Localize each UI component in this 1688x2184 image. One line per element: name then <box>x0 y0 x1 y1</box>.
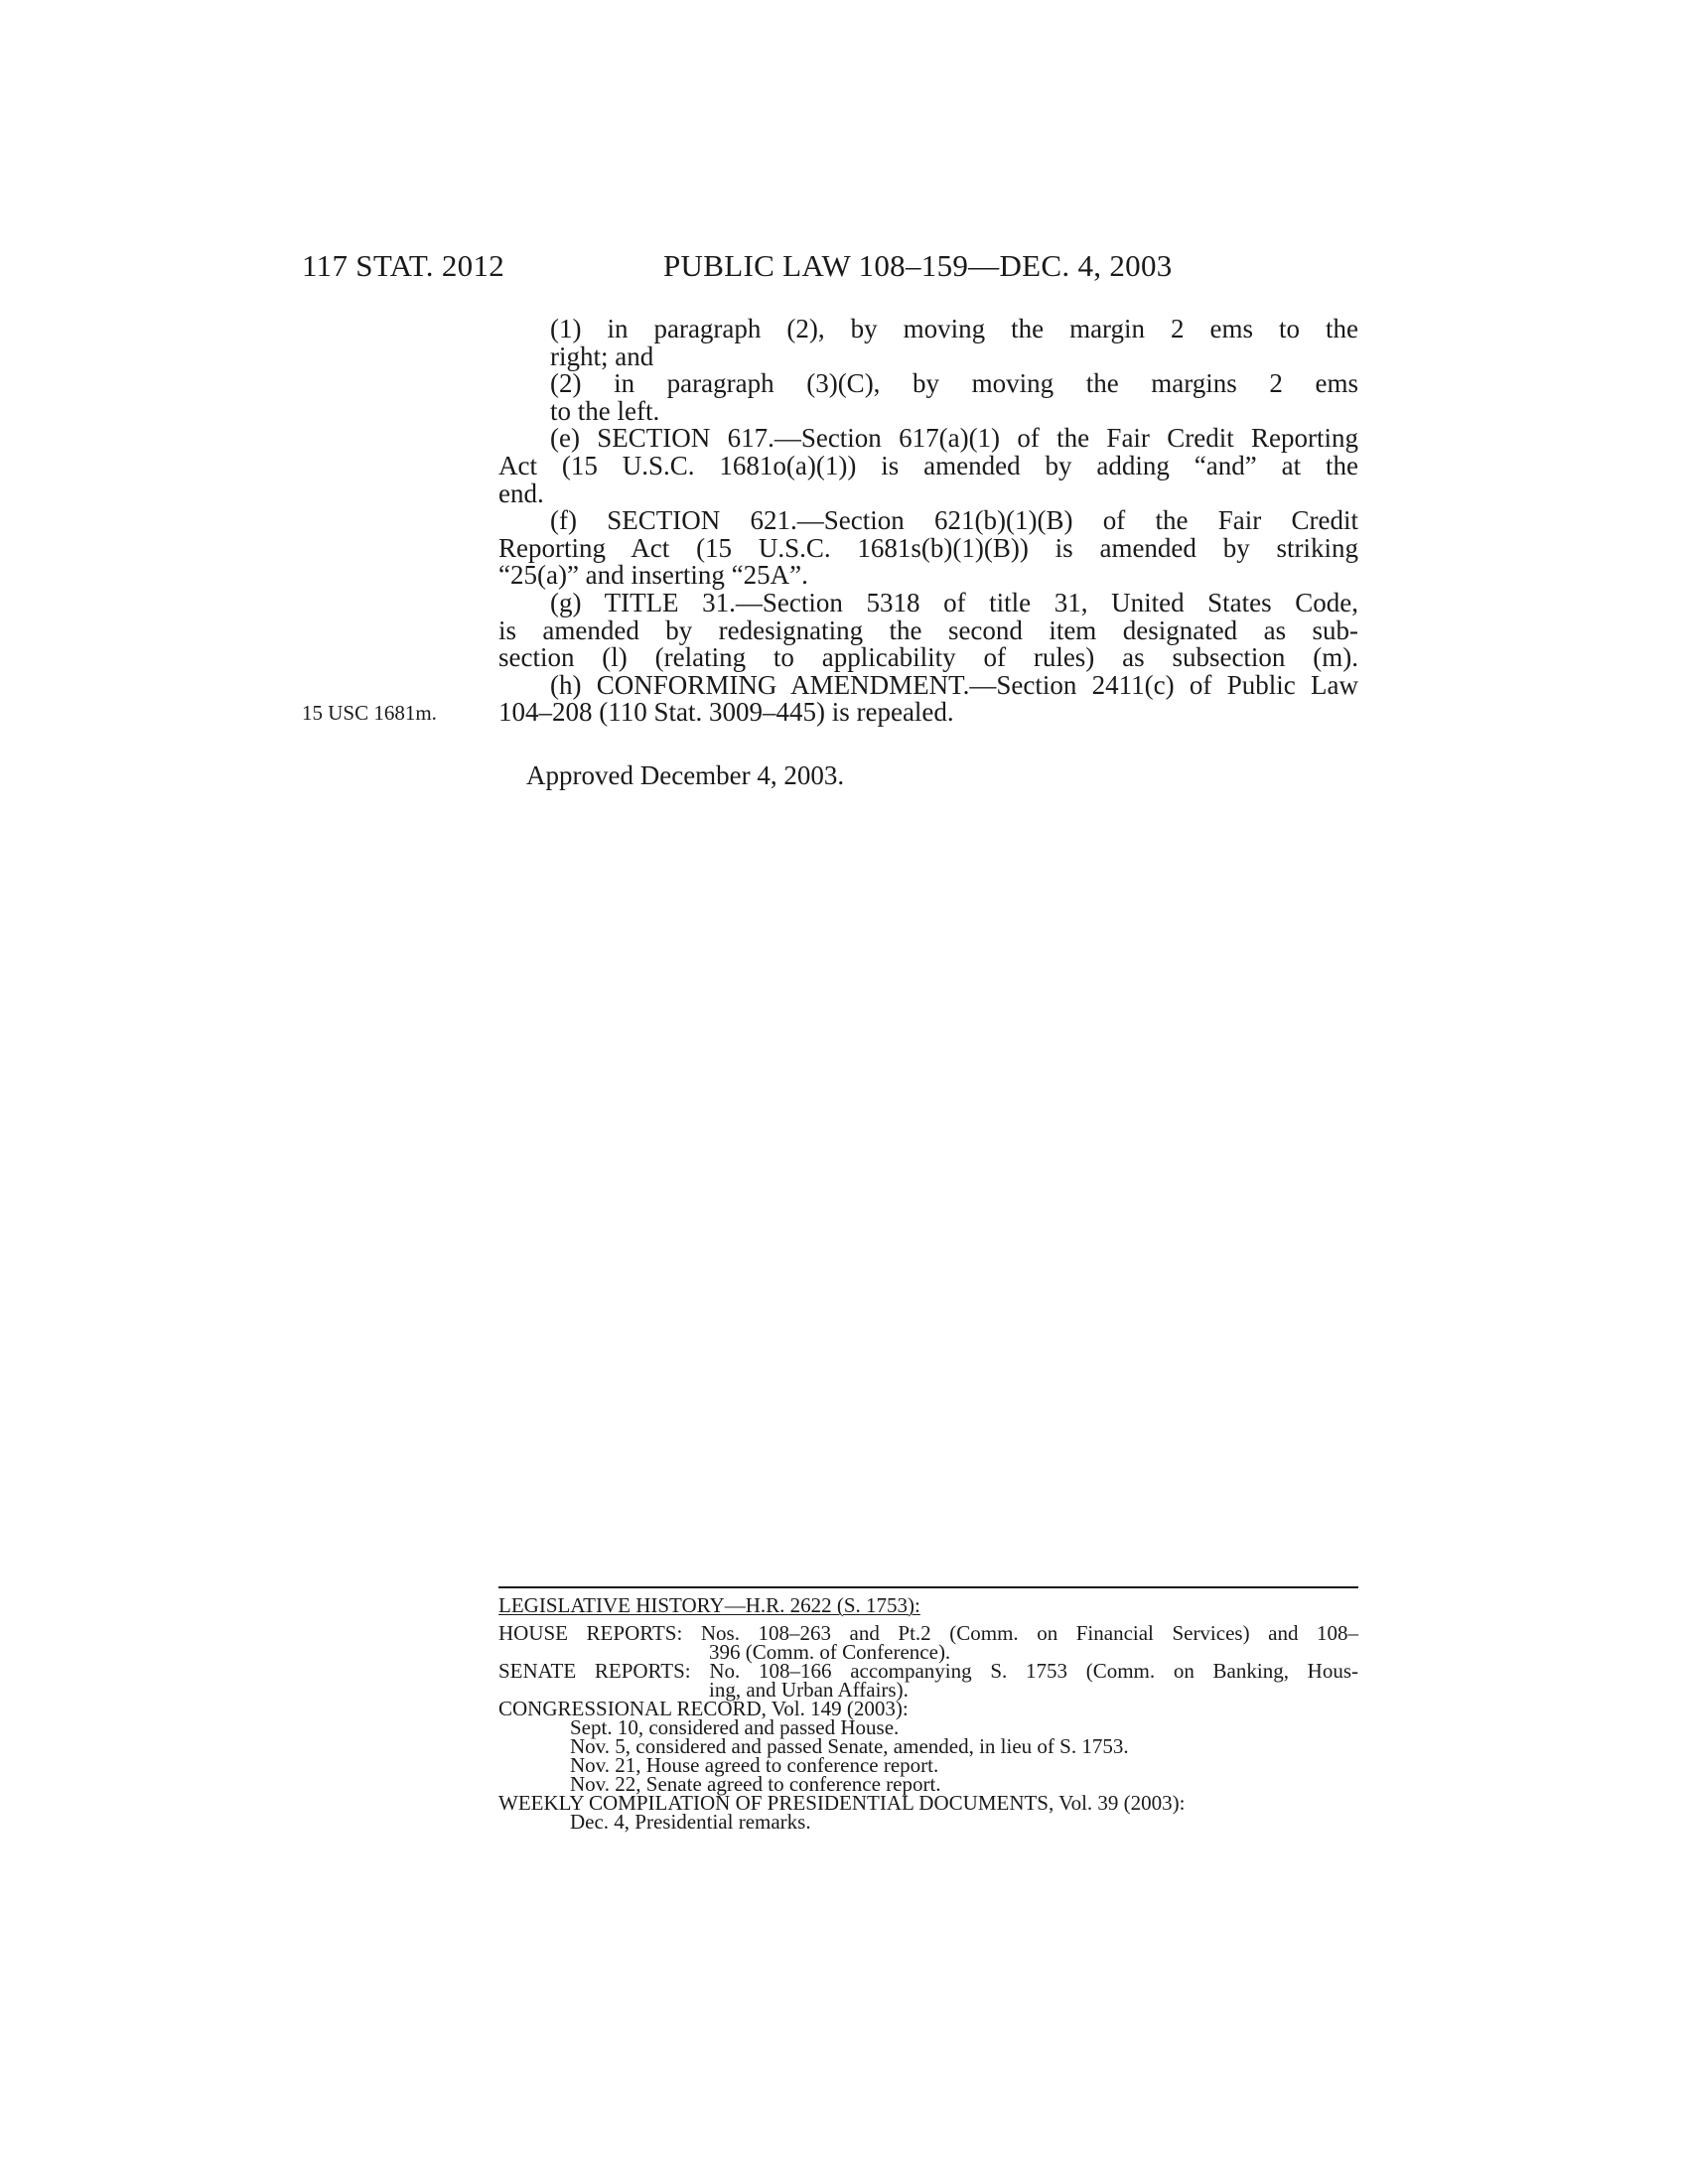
body-line: Reporting Act (15 U.S.C. 1681s(b)(1)(B)) is amended by striking <box>498 532 1358 563</box>
body-line: section (l) (relating to applicability of rules) as subsection (m). <box>498 642 1358 673</box>
body-line: end. <box>498 478 544 508</box>
page-stat-number: 117 STAT. 2012 <box>302 248 505 283</box>
body-line: (g) TITLE 31.—Section 5318 of title 31, United States Code, <box>550 587 1358 617</box>
body-line: (f) SECTION 621.—Section 621(b)(1)(B) of the Fair Credit <box>550 505 1358 536</box>
body-line: (2) in paragraph (3)(C), by moving the margins 2 ems <box>550 368 1358 399</box>
margin-note: 15 USC 1681m. <box>302 701 437 725</box>
history-line: CONGRESSIONAL RECORD, Vol. 149 (2003): <box>498 1697 909 1720</box>
legislative-history-heading: LEGISLATIVE HISTORY—H.R. 2622 (S. 1753): <box>498 1593 920 1617</box>
history-line: 396 (Comm. of Conference). <box>709 1640 951 1664</box>
body-text <box>498 316 1358 727</box>
history-line: HOUSE REPORTS: Nos. 108–263 and Pt.2 (Comm. on Financial Services) and 108– <box>498 1621 1358 1645</box>
body-line: (h) CONFORMING AMENDMENT.—Section 2411(c) of Public Law <box>550 669 1358 700</box>
body-line: to the left. <box>550 395 660 426</box>
history-line: Nov. 5, considered and passed Senate, amended, in lieu of S. 1753. <box>570 1734 1129 1758</box>
history-line: Dec. 4, Presidential remarks. <box>570 1810 811 1834</box>
legislative-history <box>498 1593 1358 1834</box>
approval-date: Approved December 4, 2003. <box>526 760 845 790</box>
history-line: Nov. 21, House agreed to conference report. <box>570 1753 939 1777</box>
history-line: Nov. 22, Senate agreed to conference report. <box>570 1772 941 1796</box>
history-line: ing, and Urban Affairs). <box>709 1678 909 1702</box>
body-line: (e) SECTION 617.—Section 617(a)(1) of the Fair Credit Reporting <box>550 423 1358 454</box>
body-line: right; and <box>550 341 654 371</box>
history-line: SENATE REPORTS: No. 108–166 accompanying S. 1753 (Comm. on Banking, Hous- <box>498 1659 1358 1683</box>
page-running-title: PUBLIC LAW 108–159—DEC. 4, 2003 <box>663 248 1173 283</box>
history-line: WEEKLY COMPILATION OF PRESIDENTIAL DOCUMENTS, Vol. 39 (2003): <box>498 1791 1186 1815</box>
history-line: Sept. 10, considered and passed House. <box>570 1715 900 1739</box>
body-line: (1) in paragraph (2), by moving the margin 2 ems to the <box>550 314 1358 343</box>
body-line: “25(a)” and inserting “25A”. <box>498 560 808 591</box>
body-line: is amended by redesignating the second item designated as sub- <box>498 614 1358 645</box>
body-line: 104–208 (110 Stat. 3009–445) is repealed. <box>498 697 954 728</box>
body-line: Act (15 U.S.C. 1681o(a)(1)) is amended by adding “and” at the <box>498 450 1358 480</box>
footer-rule <box>498 1586 1358 1588</box>
